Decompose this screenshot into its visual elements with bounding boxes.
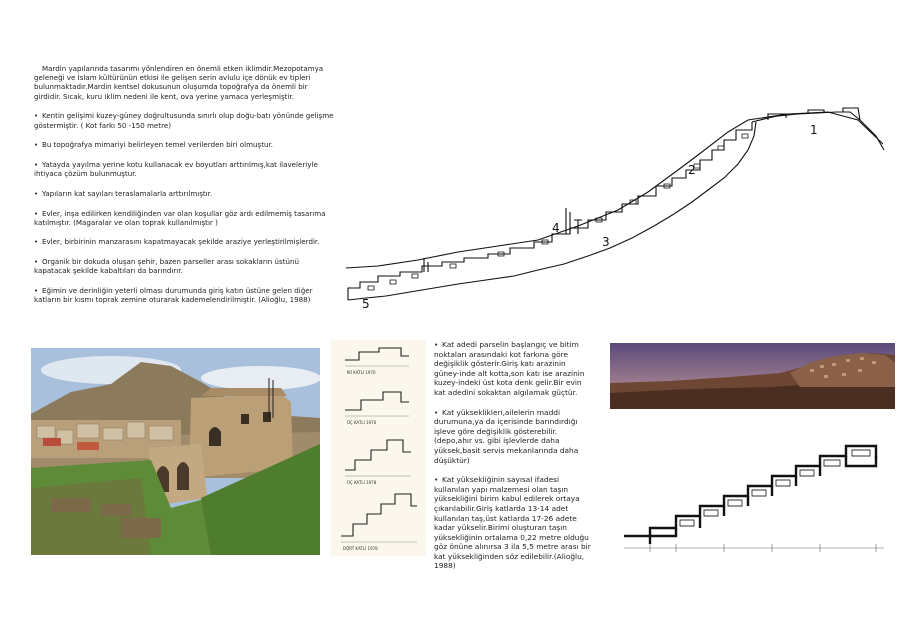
left-bullet-1: • Kentin gelişimi kuzey-güney doğrultusunda sınırlı olup doğu-batı yönünde gelişme göstermiştir. ( Kot farkı 50 -150 metre)	[34, 111, 334, 129]
left-bullet-8: • Eğimin ve derinliğin yeterli olması durumunda giriş katın üstüne gelen diğer katların bir kısmı toprak zemine oturarak kademelendirilmiştir. (Alioğlu, 1988)	[34, 286, 334, 304]
step-caption-2: ÜÇ KATLI 1970	[347, 420, 377, 425]
mardin-dusk-panorama-photo	[610, 343, 895, 409]
section-label-4: 4	[552, 221, 560, 235]
section-label-1: 1	[810, 123, 818, 137]
section-label-3: 3	[602, 235, 610, 249]
mardin-town-photo	[31, 348, 320, 555]
left-bullet-6: • Evler, birbirinin manzarasını kapatmayacak şekilde araziye yerleştirilmişlerdir.	[34, 237, 334, 246]
middle-bullet-1: • Kat adedi parselin başlangıç ve bitim noktaları arasındaki kot farkına göre değişiklik gösterir.Giriş katı arazinin güney-inde alt kotta,son katı ise arazinin kuzey-indeki üst kota denk gelir.Bir evin kat adedini sokaktan algılamak güçtür.	[434, 340, 592, 398]
section-label-2: 2	[688, 163, 696, 177]
left-bullet-7: • Organik bir dokuda oluşan şehir, bazen parseller arası sokakların üstünü kapatacak şekilde kabaltıları da barındırır.	[34, 257, 334, 275]
left-bullet-4: • Yapıların kat sayıları teraslamalarla arttırılmıştır.	[34, 189, 334, 198]
terrain-section-drawing	[338, 100, 890, 315]
stepped-house-sections-drawing	[331, 340, 426, 556]
step-caption-4: DÖRT KATLI 1978	[343, 546, 378, 551]
middle-bullet-2: • Kat yükseklikleri,ailelerin maddi durumuna,ya da içerisinde barındırdığı işleve göre değişiklik gösterebilir.(depo,ahır vs. gibi işlevlerde daha yüksek,basit servis mekanlarında daha düşüktür)	[434, 408, 592, 466]
step-caption-3: ÜÇ KATLI 1978	[347, 480, 377, 485]
middle-text-column	[434, 340, 592, 581]
stepped-floor-section-drawing	[620, 436, 890, 556]
left-text-column	[34, 64, 334, 315]
intro-paragraph: Mardin yapılarında tasarımı yönlendiren en önemli etken iklimdir.Mezopotamya geleneği ve İslam kültürünün etkisi ile gelişen serin avlulu içe dönük ev tipleri bulunmaktadır.Mardin kentsel dokusunun oluşumda topoğrafya da önemli bir girdidir. Sıcak, kuru iklim nedeni ile kent, ova yerine yamaca yerleşmiştir.	[34, 64, 324, 101]
left-bullet-5: • Evler, inşa edilirken kendiliğinden var olan koşullar göz ardı edilmemiş tasarıma katılmıştır. (Magaralar ve olan toprak kullanılmıştır )	[34, 209, 334, 227]
section-label-5: 5	[362, 297, 370, 311]
middle-bullet-3: • Kat yüksekliğinin sayısal ifadesi kullanılan yapı malzemesi olan taşın yüksekliğini birim kabul edilerek ortaya çıkarılabilir.Giriş katlarda 13-14 adet kullanılan taş,üst katlarda 17-26 adete kadar yükselir.Birimi oluşturan taşın yüksekliğinin ortalama 0,22 metre olduğu göz önüne alınırsa 3 ila 5,5 metre arası bir kat yüksekliğinden söz edilebilir.(Alioğlu, 1988)	[434, 475, 592, 571]
step-caption-1: İKİ KATLI 1970	[347, 370, 376, 375]
left-bullet-2: • Bu topoğrafya mimariyi belirleyen temel verilerden biri olmuştur.	[34, 140, 334, 149]
left-bullet-3: • Yatayda yayılma yerine kotu kullanacak ev boyutları arttırılmış,kat ilaveleriyle ihtiyaca çözüm bulunmuştur.	[34, 160, 334, 178]
